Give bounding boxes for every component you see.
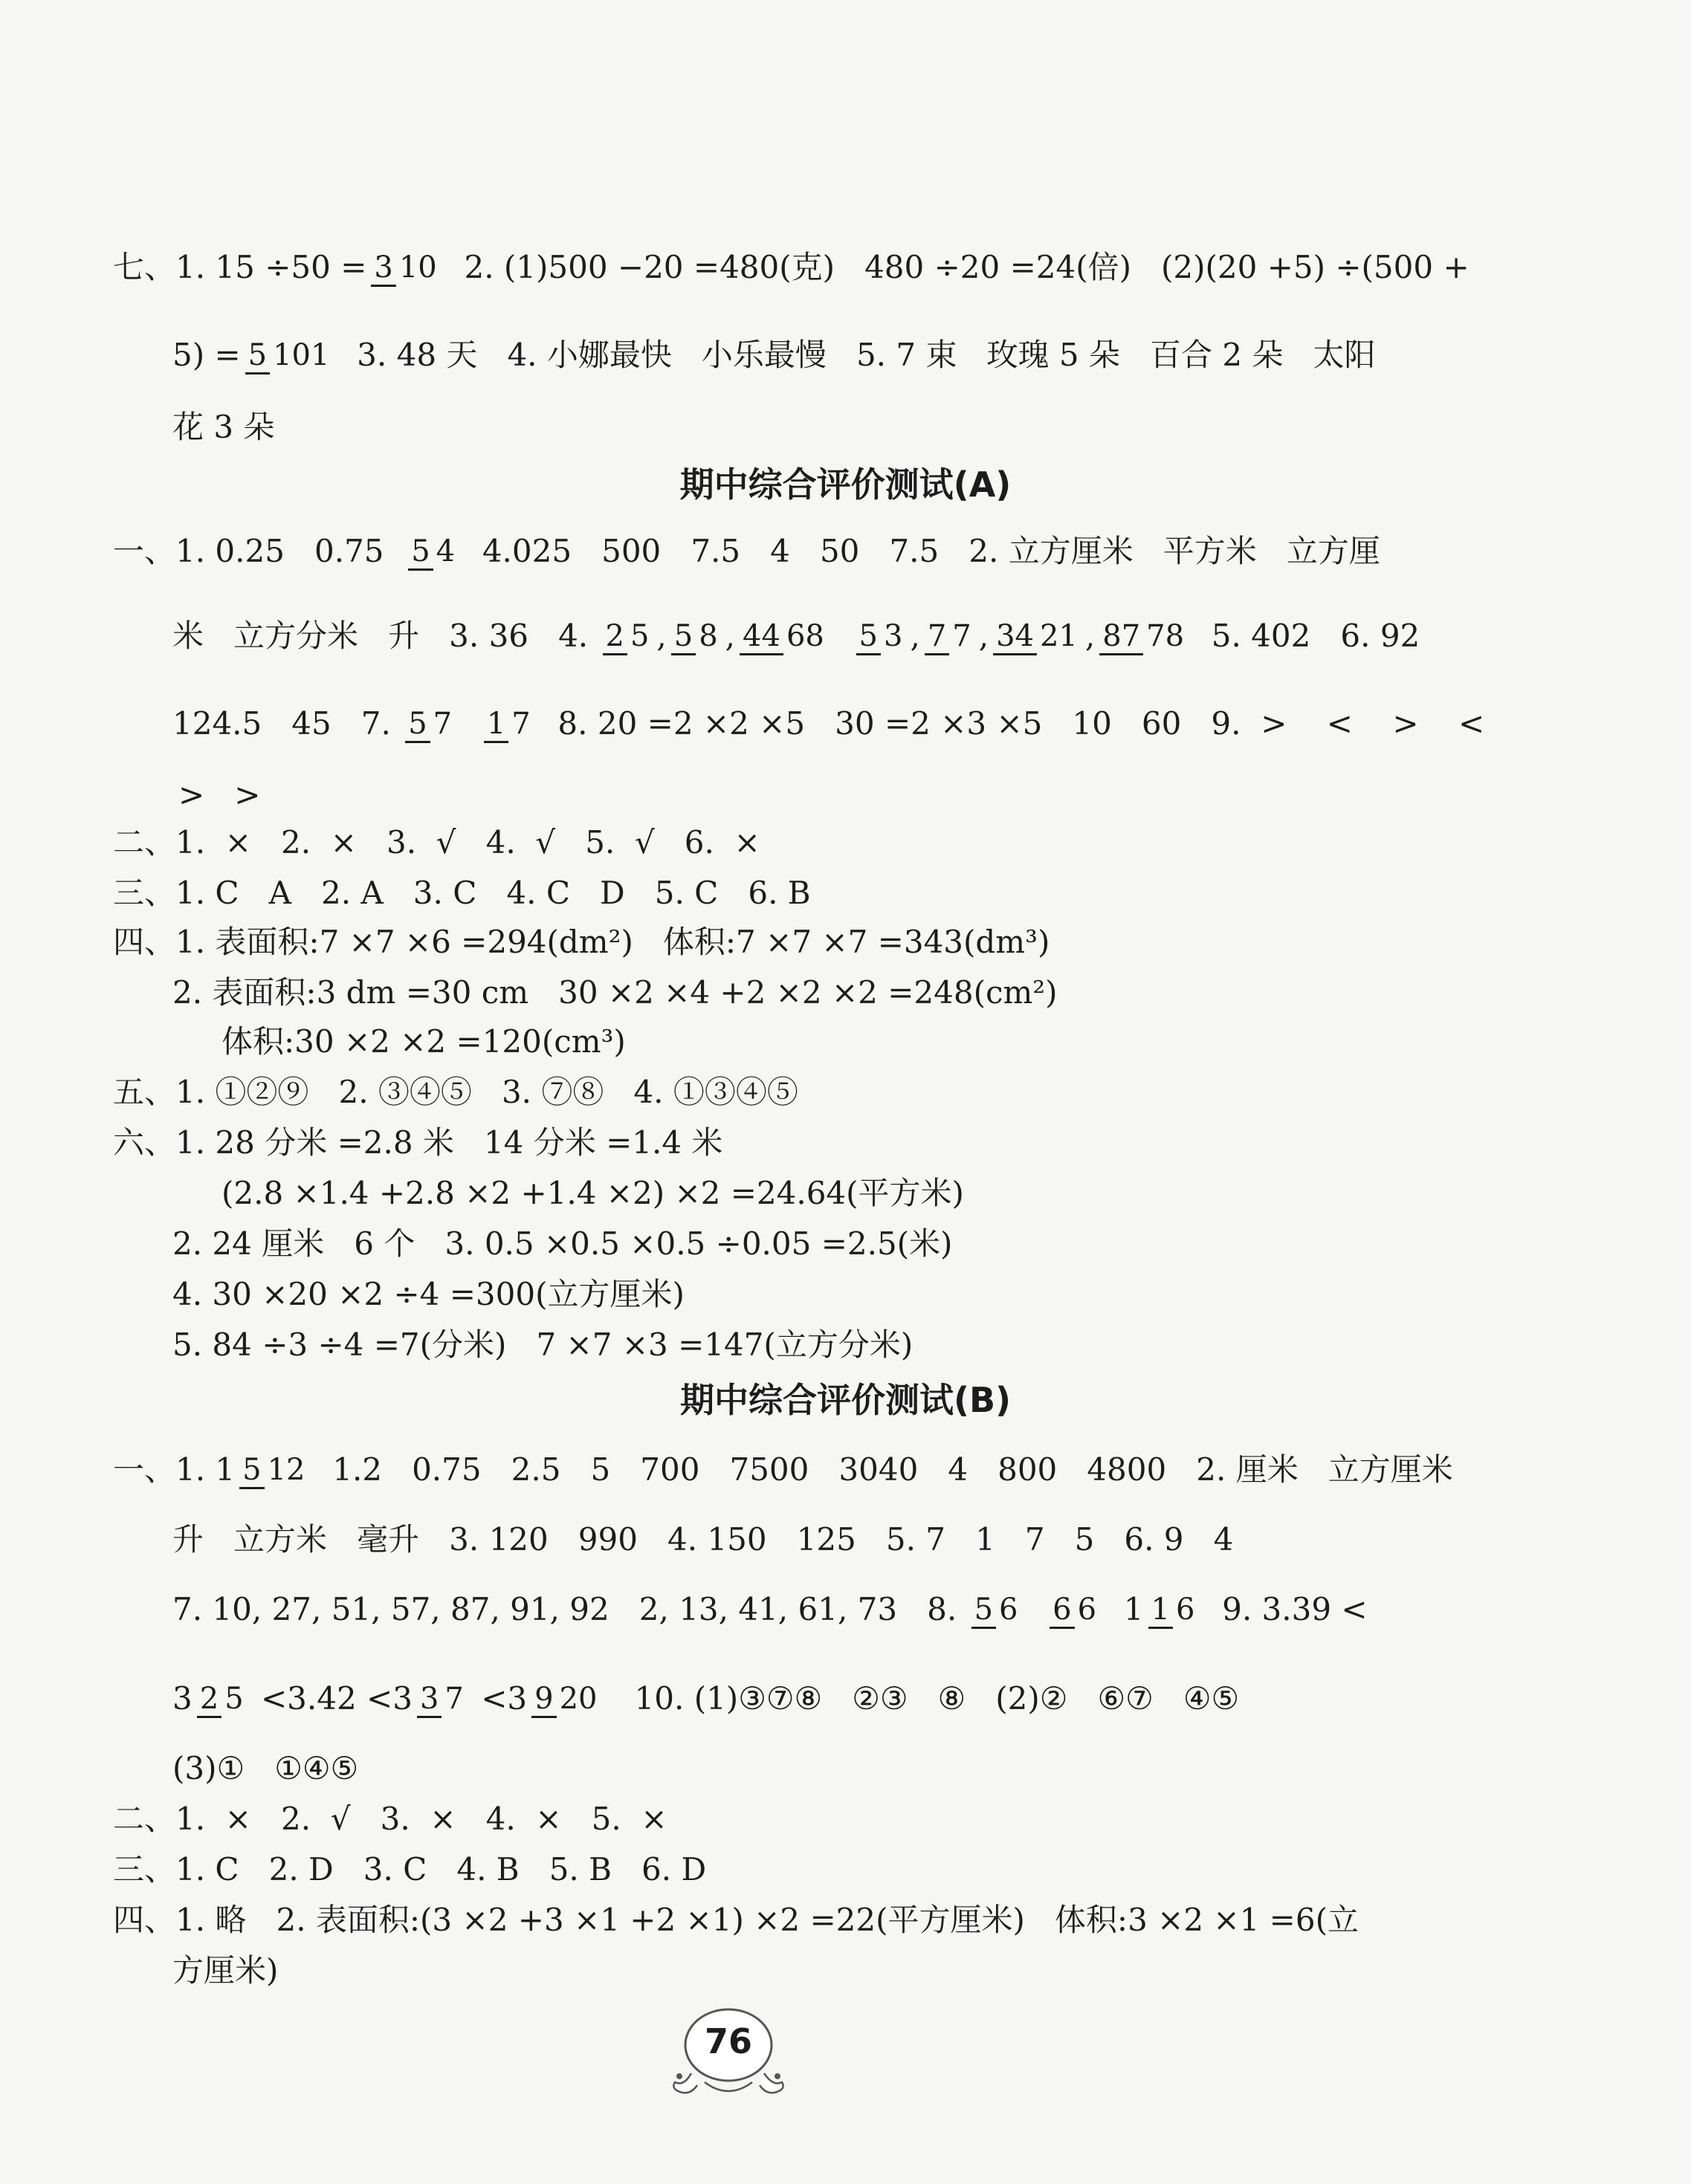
answer-text: 5. 402 6. 92 bbox=[1192, 618, 1420, 654]
answer-text: 一、1. 0.25 0.75 bbox=[113, 533, 404, 569]
fraction-denominator: 4 bbox=[436, 534, 456, 568]
answer-line bbox=[222, 1171, 964, 1216]
fraction-numerator: 87 bbox=[1099, 619, 1143, 655]
fraction bbox=[856, 619, 906, 653]
answer-line bbox=[172, 971, 1058, 1015]
fraction bbox=[971, 1592, 1021, 1627]
fraction bbox=[239, 1453, 308, 1487]
answer-text: 方厘米) bbox=[172, 1952, 279, 1989]
fraction-numerator: 1 bbox=[1148, 1592, 1173, 1629]
fraction-numerator: 1 bbox=[484, 707, 508, 743]
answer-line bbox=[113, 1847, 706, 1892]
fraction-denominator: 6 bbox=[1175, 1592, 1195, 1627]
fraction-denominator: 3 bbox=[884, 619, 903, 653]
fraction-numerator: 5 bbox=[245, 338, 270, 375]
answer-text: 升 立方米 毫升 3. 120 990 4. 150 125 5. 7 1 7 5 6. 9 4 bbox=[172, 1521, 1234, 1558]
answer-text: <3.42 <3 bbox=[250, 1680, 413, 1717]
answer-text bbox=[1025, 1587, 1045, 1632]
answer-text: 4.025 500 7.5 4 50 7.5 2. 立方厘米 平方米 立方厘 bbox=[462, 533, 1380, 569]
answer-line bbox=[172, 405, 274, 450]
answer-line bbox=[172, 1272, 685, 1317]
answer-line bbox=[178, 773, 260, 817]
page-number: 76 bbox=[704, 2021, 752, 2061]
answer-text: 3. 48 天 4. 小娜最快 小乐最慢 5. 7 束 玫瑰 5 朵 百合 2 朵 太阳 bbox=[337, 337, 1376, 373]
fraction bbox=[408, 534, 458, 568]
answer-text: 2. 24 厘米 6 个 3. 0.5 ×0.5 ×0.5 ÷0.05 =2.5(米) bbox=[172, 1225, 953, 1262]
fraction-numerator: 5 bbox=[856, 619, 881, 655]
answer-line bbox=[113, 529, 1380, 574]
answer-text bbox=[459, 701, 479, 746]
fraction-denominator: 10 bbox=[398, 250, 437, 285]
fraction-numerator: 5 bbox=[671, 619, 696, 655]
answer-line bbox=[113, 871, 811, 916]
fraction bbox=[531, 1682, 600, 1716]
answer-line bbox=[172, 1222, 952, 1266]
answer-text: 六、1. 28 分米 =2.8 米 14 分米 =1.4 米 bbox=[113, 1124, 723, 1161]
fraction bbox=[603, 619, 653, 653]
answer-line bbox=[113, 1121, 722, 1165]
fraction bbox=[405, 707, 455, 741]
answer-line bbox=[172, 1323, 913, 1367]
fraction-denominator: 7 bbox=[433, 707, 453, 741]
answer-line bbox=[172, 1676, 1239, 1721]
answer-text: 三、1. C 2. D 3. C 4. B 5. B 6. D bbox=[113, 1851, 707, 1887]
answer-line bbox=[172, 333, 1375, 377]
answer-text: , bbox=[910, 618, 920, 654]
fraction-numerator: 7 bbox=[925, 619, 949, 655]
answer-text: 五、1. ①②⑨ 2. ③④⑤ 3. ⑦⑧ 4. ①③④⑤ bbox=[113, 1074, 798, 1110]
fraction-denominator: 68 bbox=[786, 619, 824, 653]
answer-text bbox=[832, 614, 852, 658]
fraction-numerator: 3 bbox=[371, 250, 395, 287]
fraction-denominator: 21 bbox=[1039, 619, 1078, 653]
fraction bbox=[1050, 1592, 1099, 1627]
fraction-numerator: 9 bbox=[531, 1682, 556, 1718]
fraction-numerator: 2 bbox=[197, 1682, 222, 1718]
fraction bbox=[417, 1682, 467, 1716]
answer-line bbox=[113, 1448, 1453, 1492]
fraction-numerator: 44 bbox=[740, 619, 783, 655]
answer-line bbox=[172, 1746, 358, 1791]
answer-line bbox=[113, 1797, 667, 1841]
answer-text: 9. 3.39 < bbox=[1202, 1591, 1368, 1627]
answer-text: 10. (1)③⑦⑧ ②③ ⑧ (2)② ⑥⑦ ④⑤ bbox=[604, 1680, 1240, 1717]
answer-text: 一、1. 1 bbox=[113, 1451, 236, 1488]
answer-text: 3 bbox=[172, 1680, 193, 1717]
answer-text: 1 bbox=[1104, 1591, 1144, 1627]
answer-text: 2. 表面积:3 dm =30 cm 30 ×2 ×4 +2 ×2 ×2 =248(cm²) bbox=[172, 974, 1058, 1011]
fraction-denominator: 6 bbox=[999, 1592, 1018, 1627]
fraction bbox=[1148, 1592, 1198, 1627]
answer-text: 七、1. 15 ÷50 = bbox=[113, 249, 367, 285]
fraction bbox=[484, 707, 534, 741]
fraction-numerator: 5 bbox=[405, 707, 430, 743]
fraction-numerator: 5 bbox=[239, 1453, 264, 1489]
answer-text: 二、1. × 2. √ 3. × 4. × 5. × bbox=[113, 1801, 667, 1837]
answer-text: , bbox=[725, 618, 736, 654]
answer-text: 4. 30 ×20 ×2 ÷4 =300(立方厘米) bbox=[172, 1276, 685, 1312]
answer-text: 1.2 0.75 2.5 5 700 7500 3040 4 800 4800 2. 厘米 立方厘米 bbox=[312, 1451, 1453, 1488]
answer-text: 花 3 朵 bbox=[172, 409, 275, 445]
answer-text: 2. (1)500 −20 =480(克) 480 ÷20 =24(倍) (2)(20 +5) ÷(500 + bbox=[444, 249, 1469, 285]
answer-line bbox=[172, 1948, 278, 1993]
fraction bbox=[993, 619, 1081, 653]
fraction bbox=[740, 619, 827, 653]
fraction-denominator: 7 bbox=[511, 707, 531, 741]
fraction-numerator: 34 bbox=[993, 619, 1037, 655]
answer-line bbox=[113, 820, 760, 865]
fraction-denominator: 6 bbox=[1077, 1592, 1097, 1627]
answer-line bbox=[113, 1898, 1359, 1942]
fraction bbox=[371, 250, 439, 285]
fraction-denominator: 5 bbox=[630, 619, 650, 653]
answer-text: , bbox=[656, 618, 667, 654]
fraction-numerator: 5 bbox=[408, 534, 433, 571]
fraction-denominator: 20 bbox=[559, 1682, 598, 1716]
answer-line bbox=[113, 245, 1469, 290]
fraction-numerator: 6 bbox=[1050, 1592, 1074, 1629]
answer-text: , bbox=[978, 618, 989, 654]
answer-text: > > bbox=[178, 777, 261, 813]
answer-text: 三、1. C A 2. A 3. C 4. C D 5. C 6. B bbox=[113, 875, 811, 911]
fraction-numerator: 2 bbox=[603, 619, 627, 655]
fraction-numerator: 5 bbox=[971, 1592, 996, 1629]
answer-text: 四、1. 略 2. 表面积:(3 ×2 +3 ×1 +2 ×1) ×2 =22(平方厘米) 体积:3 ×2 ×1 =6(立 bbox=[113, 1902, 1359, 1938]
answer-text: 体积:30 ×2 ×2 =120(cm³) bbox=[222, 1023, 626, 1060]
fraction-denominator: 8 bbox=[699, 619, 718, 653]
answer-text: (2.8 ×1.4 +2.8 ×2 +1.4 ×2) ×2 =24.64(平方米) bbox=[222, 1175, 964, 1211]
answer-text: <3 bbox=[471, 1680, 528, 1717]
fraction-denominator: 101 bbox=[273, 338, 330, 372]
fraction-numerator: 3 bbox=[417, 1682, 442, 1718]
answer-text: (3)① ①④⑤ bbox=[172, 1750, 359, 1786]
answer-text: 7. 10, 27, 51, 57, 87, 91, 92 2, 13, 41, 61, 73 8. bbox=[172, 1591, 967, 1627]
answer-line bbox=[222, 1020, 626, 1064]
answer-line bbox=[172, 1587, 1368, 1632]
fraction-denominator: 78 bbox=[1146, 619, 1185, 653]
answer-text: 二、1. × 2. × 3. √ 4. √ 5. √ 6. × bbox=[113, 824, 760, 861]
section-heading-a: 期中综合评价测试(A) bbox=[679, 464, 1012, 505]
answer-line bbox=[113, 1070, 798, 1115]
answer-text: 5) = bbox=[172, 337, 241, 373]
fraction bbox=[1099, 619, 1187, 653]
fraction bbox=[925, 619, 974, 653]
answer-text: 124.5 45 7. bbox=[172, 705, 401, 742]
section-heading-b: 期中综合评价测试(B) bbox=[679, 1380, 1012, 1420]
answer-text: 米 立方分米 升 3. 36 4. bbox=[172, 618, 598, 654]
fraction bbox=[197, 1682, 247, 1716]
answer-line bbox=[113, 920, 1050, 965]
fraction bbox=[671, 619, 721, 653]
answer-line bbox=[172, 701, 1484, 746]
fraction bbox=[245, 338, 333, 372]
answer-text: 8. 20 =2 ×2 ×5 30 =2 ×3 ×5 10 60 9. > < > < bbox=[537, 705, 1485, 742]
answer-line bbox=[172, 614, 1420, 658]
fraction-denominator: 12 bbox=[267, 1453, 305, 1487]
fraction-denominator: 7 bbox=[952, 619, 971, 653]
answer-text: 四、1. 表面积:7 ×7 ×6 =294(dm²) 体积:7 ×7 ×7 =343(dm³) bbox=[113, 924, 1050, 960]
answer-line bbox=[172, 1517, 1233, 1562]
fraction-denominator: 7 bbox=[444, 1682, 464, 1716]
fraction-denominator: 5 bbox=[224, 1682, 244, 1716]
answer-text: , bbox=[1084, 618, 1096, 654]
answer-text: 5. 84 ÷3 ÷4 =7(分米) 7 ×7 ×3 =147(立方分米) bbox=[172, 1326, 914, 1363]
